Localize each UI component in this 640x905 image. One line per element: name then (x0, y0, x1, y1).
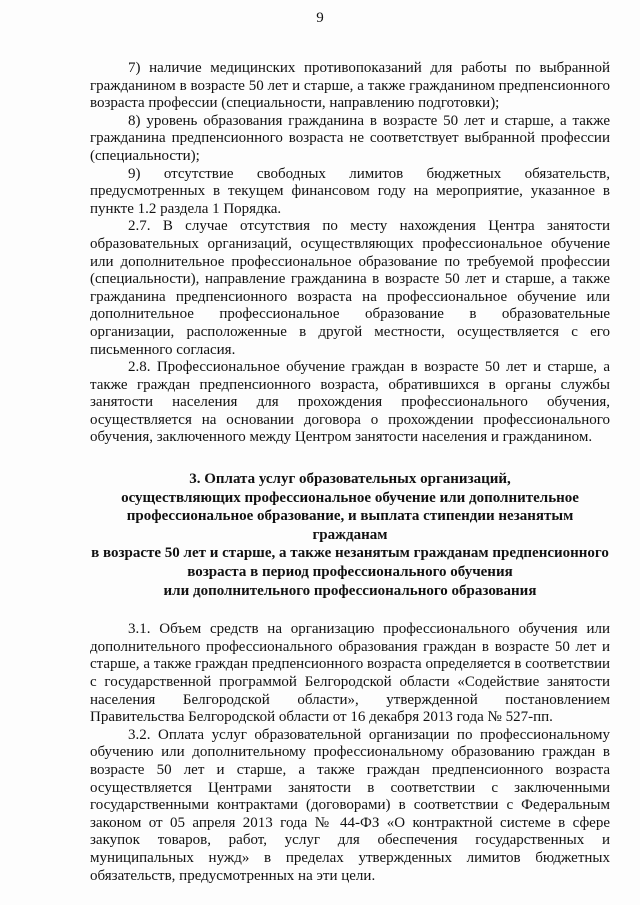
section-heading-line: профессиональное образование, и выплата стипендии незанятым гражданам (126, 508, 574, 543)
document-body (90, 60, 610, 885)
section-heading-line: осуществляющих профессиональное обучение или дополнительное (121, 489, 579, 506)
paragraph-2-7: 2.7. В случае отсутствия по месту нахождения Центра занятости образовательных организаций, осуществляющих профессиональное обучение или дополнительное профессиональное образование по требуемой профессии (специальности), направление гражданина в возрасте 50 лет и старше, а также гражданина предпенсионного возраста на профессиональное обучение или дополнительное профессиональное образование в образовательные организации, расположенные в другой местности, осуществляется с его письменного согласия. (90, 218, 610, 358)
paragraph-2-8: 2.8. Профессиональное обучение граждан в возрасте 50 лет и старше, а также граждан предпенсионного возраста, обратившихся в органы службы занятости населения для прохождения профессионального обучения, осуществляется на основании договора о прохождении профессионального обучения, заключенного между Центром занятости населения и гражданином. (90, 359, 610, 446)
paragraph-item-7: 7) наличие медицинских противопоказаний для работы по выбранной гражданином в возрасте 50 лет и старше, а также гражданином предпенсионного возраста профессии (специальности, направлению подготовки); (90, 60, 610, 112)
page-number: 9 (316, 10, 324, 26)
section-heading-line: в возрасте 50 лет и старше, а также незанятым гражданам предпенсионного (91, 545, 609, 562)
section-heading-line: возраста в период профессионального обучения (187, 564, 513, 581)
section-3-heading (90, 470, 610, 600)
section-heading-line: 3. Оплата услуг образовательных организаций, (189, 471, 511, 488)
section-heading-line: или дополнительного профессионального образования (163, 582, 537, 599)
paragraph-3-1: 3.1. Объем средств на организацию профессионального обучения или дополнительного профессионального образования граждан в возрасте 50 лет и старше, а также граждан предпенсионного возраста определяется в соответствии с государственной программой Белгородской области «Содействие занятости населения Белгородской области», утвержденной постановлением Правительства Белгородской области от 16 декабря 2013 года № 527-пп. (90, 621, 610, 726)
paragraph-item-9: 9) отсутствие свободных лимитов бюджетных обязательств, предусмотренных в текущем финансовом году на мероприятие, указанное в пункте 1.2 раздела 1 Порядка. (90, 165, 610, 217)
paragraph-3-2: 3.2. Оплата услуг образовательной организации по профессиональному обучению или дополнительному профессиональному образованию граждан в возрасте 50 лет и старше, а также граждан предпенсионного возраста осуществляется Центрами занятости в соответствии с заключенными государственными контрактами (договорами) в соответствии с Федеральным законом от 05 апреля 2013 года № 44-ФЗ «О контрактной системе в сфере закупок товаров, работ, услуг для обеспечения государственных и муниципальных нужд» в пределах утвержденных лимитов бюджетных обязательств, предусмотренных на эти цели. (90, 726, 610, 884)
paragraph-item-8: 8) уровень образования гражданина в возрасте 50 лет и старше, а также гражданина предпенсионного возраста не соответствует выбранной профессии (специальности); (90, 112, 610, 164)
